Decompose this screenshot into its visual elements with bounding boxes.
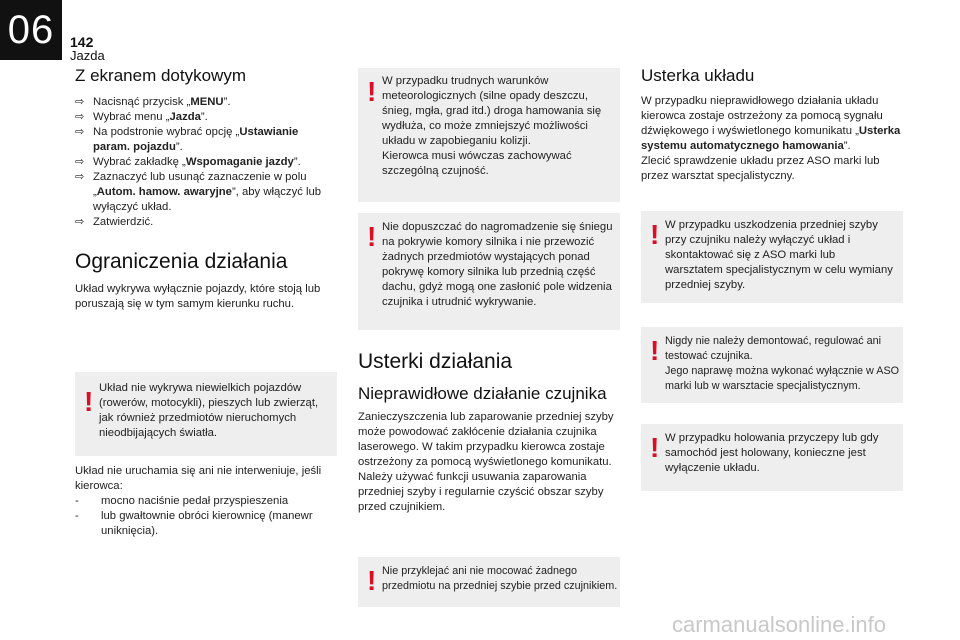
watermark-text: carmanualsonline.info — [672, 612, 887, 637]
step-item: ⇨ Zatwierdzić. — [75, 216, 154, 228]
warning-text: W przypadku uszkodzenia przedniej szyby przy czujniku należy wyłączyć układ i skontaktować się z ASO marki lub warsztatem specjalistycznym w celu wymiany przedniej szyby. — [665, 219, 893, 291]
no-trigger-block — [75, 464, 330, 539]
arrow-icon: ⇨ — [75, 216, 85, 228]
warning-icon: ! — [367, 565, 377, 596]
warning-text: Układ nie wykrywa niewielkich pojazdów (rowerów, motocykli), pieszych lub zwierząt, jak również przedmiotów nieruchomych nieodbijających światła. — [99, 382, 319, 439]
step-item: ⇨ Na podstronie wybrać opcję „Ustawianie param. pojazdu”. — [75, 126, 299, 153]
warning-icon: ! — [650, 432, 660, 463]
arrow-icon: ⇨ — [75, 96, 85, 108]
steps-list — [75, 95, 325, 230]
system-fault-heading: Usterka układu — [641, 66, 755, 85]
limits-heading: Ograniczenia działania — [75, 250, 288, 273]
warning-text: Nie przyklejać ani nie mocować żadnego przedmiotu na przedniej szybie przed czujnikiem. — [382, 565, 618, 592]
section-name: Jazda — [70, 48, 105, 63]
warning-box-towing — [641, 424, 903, 491]
step-item: ⇨ Wybrać menu „Jazda”. — [75, 111, 208, 123]
dash-item: - lub gwałtownie obróci kierownicę (manewr uniknięcia). — [75, 510, 313, 537]
sensor-fault-heading: Nieprawidłowe działanie czujnika — [358, 384, 607, 403]
chapter-number: 06 — [7, 7, 55, 52]
arrow-icon: ⇨ — [75, 126, 85, 138]
warning-text: Nie dopuszczać do nagromadzenie się śniegu na pokrywie komory silnika i nie przewozić żadnych przedmiotów wystających ponad pokrywę komory silnika lub przednią część dachu, gdyż mogą one zasłonić pole widzenia czujnika i utrudnić wykrywanie. — [382, 221, 613, 308]
sensor-fault-text: Zanieczyszczenia lub zaparowanie przedniej szyby może powodować zakłócenie działania czujnika laserowego. W takim przypadku kierowca zostaje ostrzeżony za pomocą wyświetlonego komunikatu. Należy używać funkcji usuwania zaparowania przedniej szyby i regularnie czyścić obszar szyby przed czujnikiem. — [358, 411, 614, 513]
limits-text: Układ wykrywa wyłącznie pojazdy, które stoją lub poruszają się w tym samym kierunku ruchu. — [75, 283, 321, 310]
warning-box-weather — [358, 68, 620, 202]
step-item: ⇨ Nacisnąć przycisk „MENU”. — [75, 96, 231, 108]
warning-box-small-objects — [75, 372, 337, 456]
warning-icon: ! — [367, 221, 377, 252]
warning-icon: ! — [84, 386, 94, 417]
dash-item: - mocno naciśnie pedał przyspieszenia — [75, 495, 289, 507]
warning-box-windshield — [358, 557, 620, 607]
page-number: 142 — [70, 34, 94, 50]
warning-box-snow — [358, 213, 620, 330]
step-item: ⇨ Zaznaczyć lub usunąć zaznaczenie w polu „Autom. hamow. awaryjne”, aby włączyć lub wyłączyć układ. — [75, 171, 322, 213]
warning-icon: ! — [650, 219, 660, 250]
chapter-badge — [0, 0, 62, 60]
arrow-icon: ⇨ — [75, 171, 85, 183]
warning-text: W przypadku holowania przyczepy lub gdy samochód jest holowany, konieczne jest wyłączenie układu. — [665, 432, 879, 474]
no-trigger-text: Układ nie uruchamia się ani nie interweniuje, jeśli kierowca: — [75, 465, 322, 492]
warning-box-dismantle — [641, 327, 903, 403]
system-fault-text: W przypadku nieprawidłowego działania układu kierowca zostaje ostrzeżony za pomocą sygnału dźwiękowego i wyświetlonego komunikatu „Usterka systemu automatycznego hamowania”. Zlecić sprawdzenie układu przez ASO marki lub przez warsztat specjalistyczny. — [641, 95, 901, 182]
warning-text: W przypadku trudnych warunków meteorologicznych (silne opady deszczu, śnieg, mgła, grad itd.) droga hamowania się wydłuża, co może zmniejszyć możliwości układu w zapobieganiu kolizji. Kierowca musi wówczas zachowywać szczególną czujność. — [382, 75, 602, 177]
touch-screen-heading: Z ekranem dotykowym — [75, 66, 246, 85]
warning-icon: ! — [650, 335, 660, 366]
warning-box-windshield-damage — [641, 211, 903, 303]
warning-icon: ! — [367, 76, 377, 107]
warning-text: Nigdy nie należy demontować, regulować ani testować czujnika. Jego naprawę można wykonać wyłącznie w ASO marki lub w warsztacie specjalistycznym. — [665, 335, 900, 392]
arrow-icon: ⇨ — [75, 111, 85, 123]
arrow-icon: ⇨ — [75, 156, 85, 168]
faults-heading: Usterki działania — [358, 350, 513, 373]
dash-list — [75, 494, 330, 539]
step-item: ⇨ Wybrać zakładkę „Wspomaganie jazdy”. — [75, 156, 301, 168]
